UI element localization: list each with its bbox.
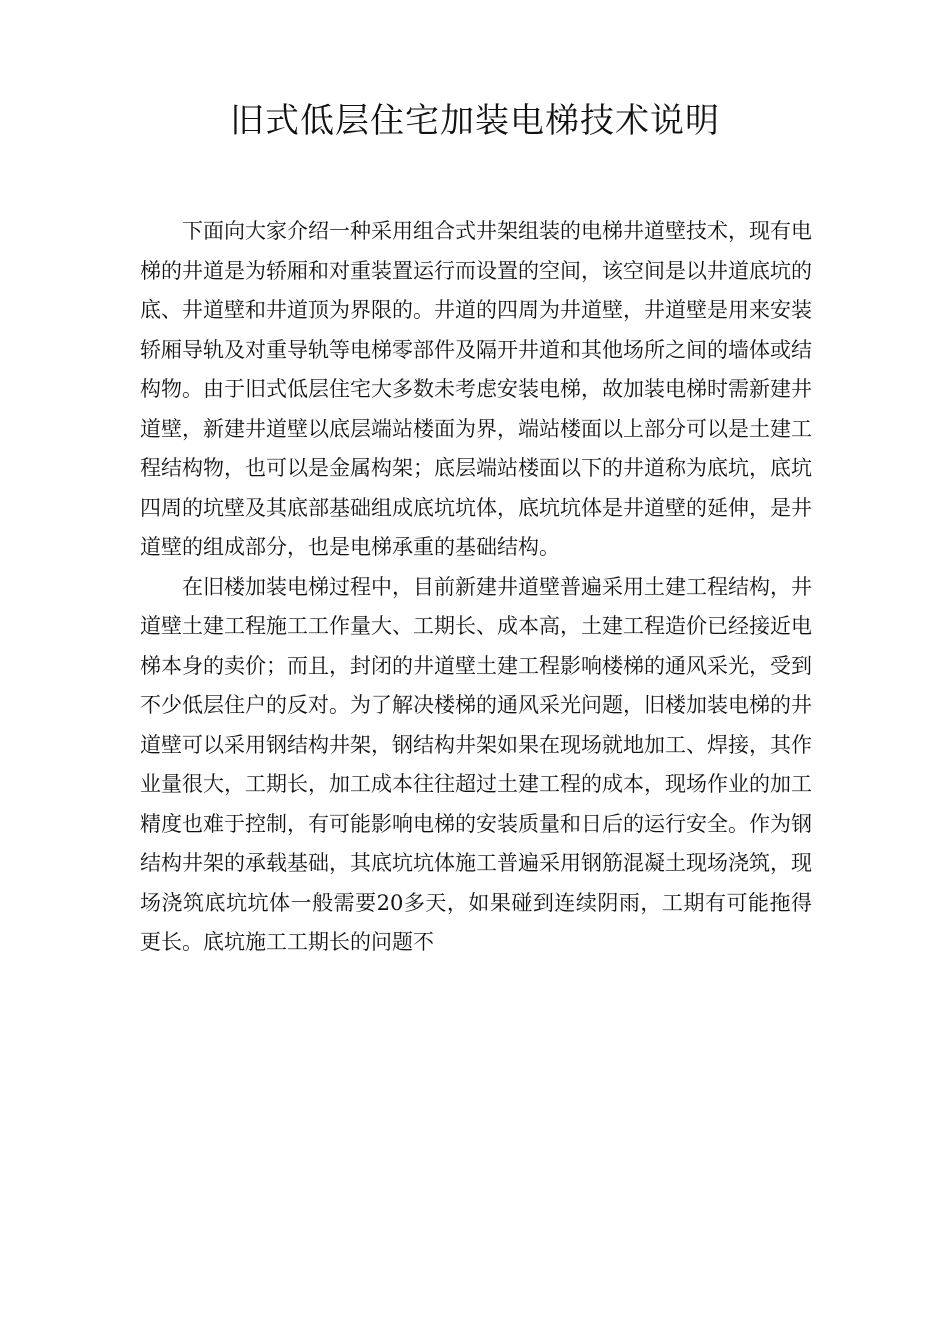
paragraph-2: 在旧楼加装电梯过程中，目前新建井道壁普遍采用土建工程结构，井道壁土建工程施工工作量大、工期长、成本高，土建工程造价已经接近电梯本身的卖价；而且，封闭的井道壁土建工程影响楼梯的通风采光，受到不少低层住户的反对。为了解决楼梯的通风采光问题，旧楼加装电梯的井道壁可以采用钢结构井架，钢结构井架如果在现场就地加工、焊接，其作业量很大，工期长，加工成本往往超过土建工程的成本，现场作业的加工精度也难于控制，有可能影响电梯的安装质量和日后的运行安全。作为钢结构井架的承载基础，其底坑坑体施工普遍采用钢筋混凝土现场浇筑，现场浇筑底坑坑体一般需要20多天，如果碰到连续阴雨，工期有可能拖得更长。底坑施工工期长的问题不	[140, 574, 812, 954]
document-title: 旧式低层住宅加装电梯技术说明	[230, 101, 720, 141]
document-body	[140, 212, 812, 963]
paragraph-1: 下面向大家介绍一种采用组合式井架组装的电梯井道壁技术，现有电梯的井道是为轿厢和对重装置运行而设置的空间，该空间是以井道底坑的底、井道壁和井道顶为界限的。井道的四周为井道壁，井道壁是用来安装轿厢导轨及对重导轨等电梯零部件及隔开井道和其他场所之间的墙体或结构物。由于旧式低层住宅大多数未考虑安装电梯，故加装电梯时需新建井道壁，新建井道壁以底层端站楼面为界，端站楼面以上部分可以是土建工程结构物，也可以是金属构架；底层端站楼面以下的井道称为底坑，底坑四周的坑壁及其底部基础组成底坑坑体，底坑坑体是井道壁的延伸，是井道壁的组成部分，也是电梯承重的基础结构。	[140, 219, 812, 559]
